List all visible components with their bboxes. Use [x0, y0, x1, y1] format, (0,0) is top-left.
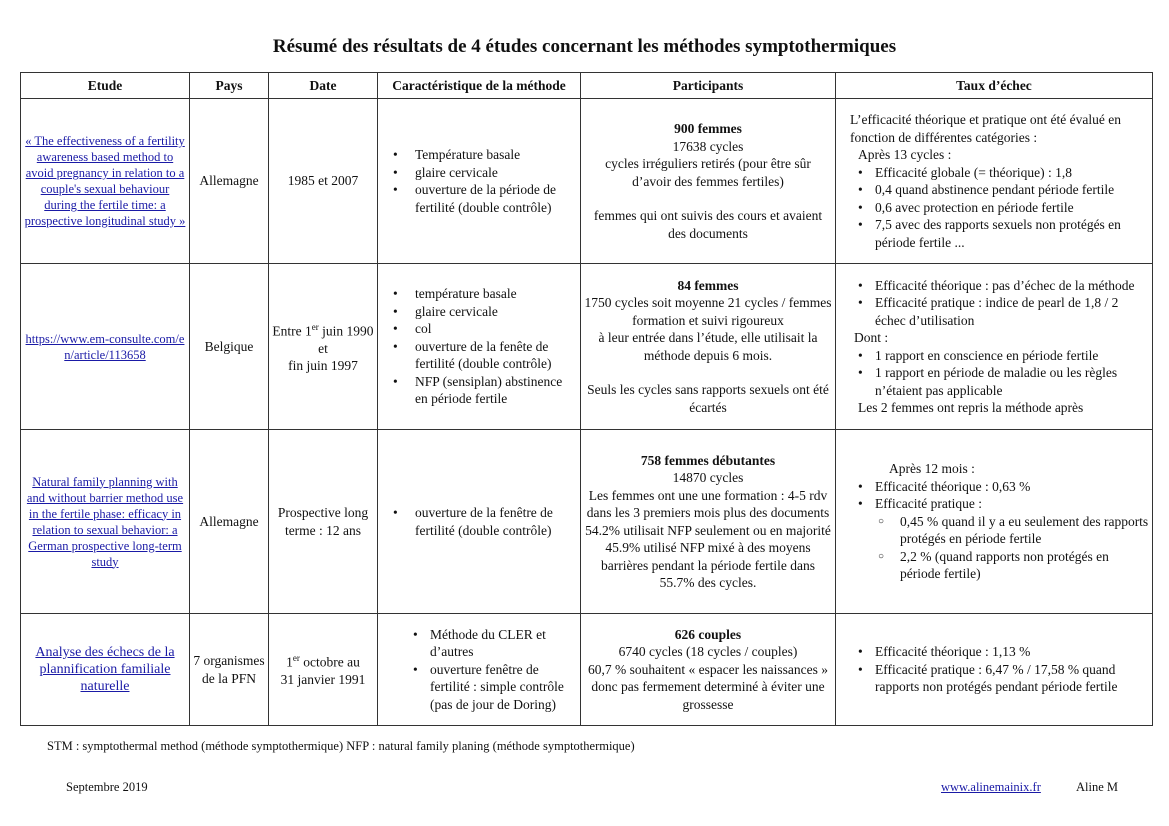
study-cell	[21, 614, 190, 726]
failure-intro: Après 12 mois :	[889, 461, 975, 477]
spacer	[584, 364, 832, 381]
header-country: Pays	[190, 73, 269, 99]
abbreviations-note: STM : symptothermal method (méthode symptothermique) NFP : natural family planing (méthode symptothermique)	[47, 739, 635, 753]
country-cell: Allemagne	[190, 430, 269, 614]
participants-cell	[581, 264, 836, 430]
date-text: octobre au	[299, 654, 360, 670]
list-item: • 1 rapport en période de maladie ou les règles n’étaient pas applicable	[850, 364, 1149, 399]
date-text: juin 1990 et	[318, 323, 374, 356]
list-item: • Efficacité globale (= théorique) : 1,8	[850, 164, 1149, 182]
list-item: • Méthode du CLER et d’autres	[405, 626, 577, 661]
participants-line: 54.2% utilisait NFP seulement ou en majorité	[585, 522, 831, 538]
list-item: • ouverture de la période de fertilité (double contrôle)	[381, 181, 577, 216]
participants-line: Les femmes ont une une formation : 4-5 rdv dans les 3 premiers mois plus des documents	[586, 487, 830, 520]
list-item: • 7,5 avec des rapports sexuels non protégés en période fertile ...	[850, 216, 1149, 251]
list-item: • ouverture fenêtre de fertilité : simple contrôle (pas de jour de Doring)	[405, 661, 577, 714]
table-header-row	[21, 73, 1153, 99]
country-cell: Belgique	[190, 264, 269, 430]
footer-author: Aline M	[1076, 780, 1119, 794]
participants-line: 60,7 % souhaitent « espacer les naissances » donc pas fermement determiné à éviter une grossesse	[588, 661, 828, 712]
country-cell: 7 organismes de la PFN	[190, 614, 269, 726]
table-row	[21, 99, 1153, 264]
footer-date: Septembre 2019	[66, 780, 148, 794]
participants-line: 45.9% utilisé NFP mixé à des moyens barrières pendant la période fertile dans 55.7% des cycles.	[600, 540, 816, 590]
date-cell: Prospective long terme : 12 ans	[269, 430, 378, 614]
participants-cell	[581, 99, 836, 264]
participants-count: 626 couples	[674, 626, 742, 642]
date-superscript: er	[292, 653, 300, 664]
participants-line: Seuls les cycles sans rapports sexuels ont été écartés	[587, 382, 829, 415]
date-text: fin juin 1997	[288, 358, 358, 373]
list-item: • Efficacité théorique : pas d’échec de la méthode	[850, 277, 1149, 295]
list-item: • Température basale	[381, 146, 577, 164]
participants-cell	[581, 614, 836, 726]
failure-subheading: Après 13 cycles :	[858, 147, 952, 162]
footer-website-link[interactable]: www.alinemainix.fr	[941, 780, 1041, 794]
header-study: Etude	[21, 73, 190, 99]
header-participants: Participants	[581, 73, 836, 99]
participants-cell	[581, 430, 836, 614]
participants-line: femmes qui ont suivis des cours et avaient des documents	[593, 208, 823, 241]
list-item: • 0,6 avec protection en période fertile	[850, 199, 1149, 217]
date-text: 1	[286, 654, 293, 670]
list-item: • Efficacité théorique : 1,13 %	[850, 643, 1149, 661]
study-cell	[21, 264, 190, 430]
participants-line: 17638 cycles	[672, 138, 744, 154]
participants-count: 84 femmes	[677, 277, 739, 293]
date-text: Entre 1	[272, 323, 312, 338]
participants-line: 1750 cycles soit moyenne 21 cycles / femmes	[584, 295, 832, 311]
list-item: • ouverture de la fenête de fertilité (double contrôle)	[381, 338, 577, 373]
list-item: • ouverture de la fenêtre de fertilité (double contrôle)	[381, 504, 577, 539]
header-date: Date	[269, 73, 378, 99]
failure-outro: Les 2 femmes ont repris la méthode après	[858, 400, 1084, 415]
list-item: • Efficacité théorique : 0,63 %	[850, 478, 1149, 496]
header-failure-rate: Taux d’échec	[836, 73, 1153, 99]
method-cell	[378, 614, 581, 726]
participants-line: cycles irréguliers retirés (pour être sûr d’avoir des femmes fertiles)	[605, 156, 811, 189]
failure-cell	[836, 430, 1153, 614]
table-row	[21, 614, 1153, 726]
table-row	[21, 430, 1153, 614]
header-method: Caractéristique de la méthode	[378, 73, 581, 99]
date-cell	[269, 264, 378, 430]
participants-count: 900 femmes	[674, 121, 742, 136]
results-table	[20, 72, 1153, 726]
table-row	[21, 264, 1153, 430]
failure-intro: L’efficacité théorique et pratique ont été évalué en fonction de différentes catégories :	[850, 112, 1121, 145]
date-superscript: er	[311, 321, 319, 332]
failure-cell	[836, 264, 1153, 430]
participants-line: 6740 cycles (18 cycles / couples)	[618, 644, 798, 660]
spacer	[584, 190, 832, 207]
list-item: • col	[381, 320, 577, 338]
list-item: • 0,4 quand abstinence pendant période fertile	[850, 181, 1149, 199]
participants-line: formation et suivi rigoureux	[632, 312, 784, 328]
study-cell	[21, 99, 190, 264]
list-item: • température basale	[381, 285, 577, 303]
participants-line: à leur entrée dans l’étude, elle utilisait la méthode depuis 6 mois.	[598, 330, 818, 363]
date-cell: 1985 et 2007	[269, 99, 378, 264]
failure-subheading: Dont :	[854, 330, 889, 345]
list-item: • glaire cervicale	[381, 164, 577, 182]
participants-count: 758 femmes débutantes	[640, 452, 776, 468]
study-link[interactable]: https://www.em-consulte.com/en/article/113658	[25, 331, 185, 362]
list-item: • Efficacité pratique :	[850, 495, 1149, 513]
failure-cell	[836, 614, 1153, 726]
study-link[interactable]: « The effectiveness of a fertility awareness based method to avoid pregnancy in relation to a couple's sexual behaviour during the fertile time: a prospective longitudinal study »	[24, 134, 186, 228]
date-text: 31 janvier 1991	[280, 672, 366, 688]
method-cell	[378, 430, 581, 614]
study-link[interactable]: Analyse des échecs de la plannification familiale naturelle	[35, 645, 175, 694]
country-cell: Allemagne	[190, 99, 269, 264]
list-item: ○ 0,45 % quand il y a eu seulement des rapports protégés en période fertile	[874, 513, 1149, 548]
list-item: • Efficacité pratique : indice de pearl de 1,8 / 2 échec d’utilisation	[850, 294, 1149, 329]
method-cell	[378, 264, 581, 430]
list-item: • 1 rapport en conscience en période fertile	[850, 347, 1149, 365]
list-item: ○ 2,2 % (quand rapports non protégés en période fertile)	[874, 548, 1149, 583]
document-title: Résumé des résultats de 4 études concernant les méthodes symptothermiques	[272, 36, 897, 57]
list-item: • NFP (sensiplan) abstinence en période fertile	[381, 373, 577, 408]
method-cell	[378, 99, 581, 264]
failure-cell	[836, 99, 1153, 264]
list-item: • Efficacité pratique : 6,47 % / 17,58 % quand rapports non protégés pendant période fertile	[850, 661, 1149, 696]
participants-line: 14870 cycles	[672, 470, 744, 485]
study-cell	[21, 430, 190, 614]
list-item: • glaire cervicale	[381, 303, 577, 321]
study-link[interactable]: Natural family planning with and without barrier method use in the fertile phase: efficacy in relation to sexual behavior: a German prospective long-term study	[26, 474, 184, 569]
date-cell	[269, 614, 378, 726]
